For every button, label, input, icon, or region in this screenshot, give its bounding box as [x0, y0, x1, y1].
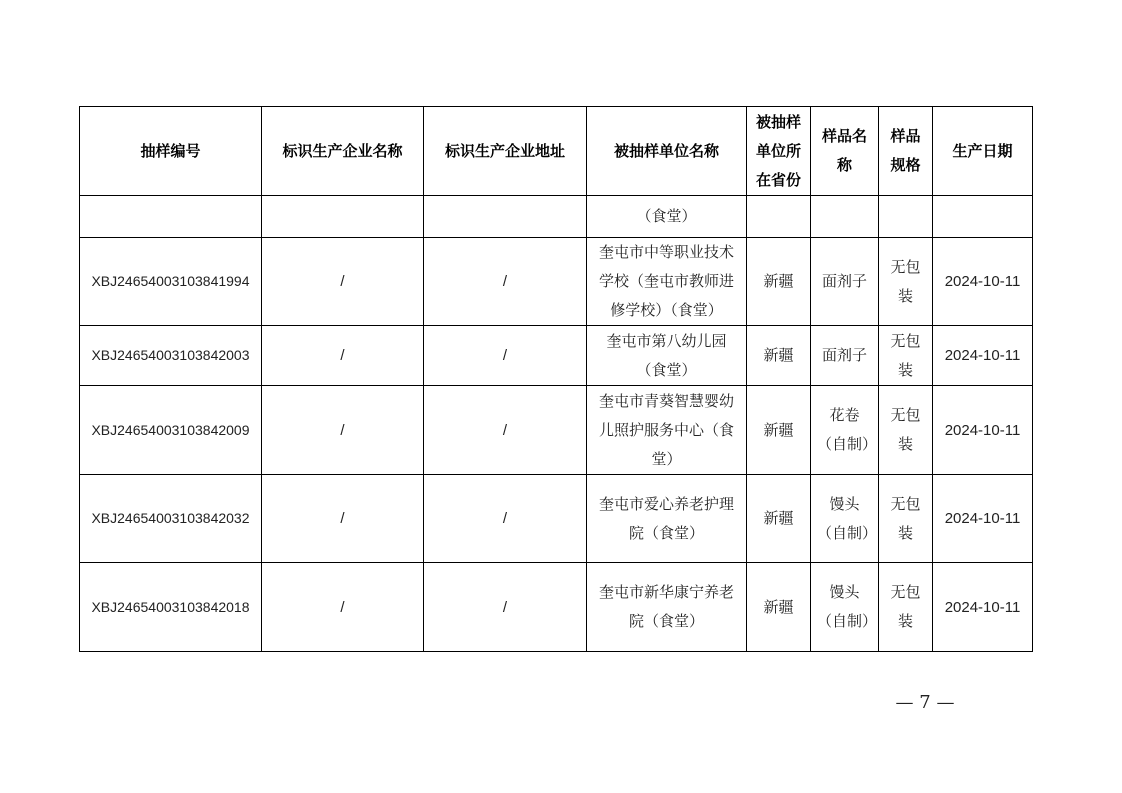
cell-sampled-unit: 奎屯市青葵智慧婴幼儿照护服务中心（食堂） [587, 386, 747, 475]
cell-manufacturer-name: / [262, 475, 424, 563]
header-sample-name: 样品名称 [811, 107, 879, 196]
cell-sample-id: XBJ24654003103842003 [80, 326, 262, 386]
cell-spec: 无包装 [879, 563, 933, 652]
cell-manufacturer-name: / [262, 386, 424, 475]
page-number: — 7 — [895, 692, 955, 713]
header-manufacturer-address: 标识生产企业地址 [424, 107, 587, 196]
cell-production-date: 2024-10-11 [933, 475, 1033, 563]
cell-province: 新疆 [747, 386, 811, 475]
table-row [80, 196, 1033, 238]
header-sample-id: 抽样编号 [80, 107, 262, 196]
table-row [80, 475, 1033, 563]
header-spec: 样品规格 [879, 107, 933, 196]
header-manufacturer-name: 标识生产企业名称 [262, 107, 424, 196]
cell-sampled-unit: 奎屯市第八幼儿园（食堂） [587, 326, 747, 386]
cell-sample-id: XBJ24654003103842018 [80, 563, 262, 652]
cell-production-date: 2024-10-11 [933, 238, 1033, 326]
cell-production-date: 2024-10-11 [933, 326, 1033, 386]
cell-sample-name: 面剂子 [811, 326, 879, 386]
table-row [80, 326, 1033, 386]
cell-province: 新疆 [747, 563, 811, 652]
header-sampled-unit: 被抽样单位名称 [587, 107, 747, 196]
cell-production-date: 2024-10-11 [933, 563, 1033, 652]
table-row [80, 238, 1033, 326]
table-row [80, 563, 1033, 652]
cell-sample-name: 花卷（自制） [811, 386, 879, 475]
cell-spec: 无包装 [879, 386, 933, 475]
cell-sample-id [80, 196, 262, 238]
cell-sample-name [811, 196, 879, 238]
cell-sampled-unit: 奎屯市爱心养老护理院（食堂） [587, 475, 747, 563]
cell-sampled-unit: 奎屯市中等职业技术学校（奎屯市教师进修学校）（食堂） [587, 238, 747, 326]
cell-sample-id: XBJ24654003103842032 [80, 475, 262, 563]
header-production-date: 生产日期 [933, 107, 1033, 196]
table-row [80, 386, 1033, 475]
cell-province: 新疆 [747, 238, 811, 326]
cell-spec: 无包装 [879, 475, 933, 563]
cell-production-date [933, 196, 1033, 238]
header-province: 被抽样单位所在省份 [747, 107, 811, 196]
cell-province: 新疆 [747, 326, 811, 386]
cell-manufacturer-address: / [424, 326, 587, 386]
cell-manufacturer-address [424, 196, 587, 238]
cell-sampled-unit: 奎屯市新华康宁养老院（食堂） [587, 563, 747, 652]
cell-sample-name: 馒头（自制） [811, 563, 879, 652]
cell-manufacturer-address: / [424, 475, 587, 563]
sampling-results-table [79, 106, 1033, 652]
cell-manufacturer-address: / [424, 563, 587, 652]
cell-manufacturer-name: / [262, 563, 424, 652]
cell-manufacturer-name: / [262, 326, 424, 386]
cell-manufacturer-name: / [262, 238, 424, 326]
cell-production-date: 2024-10-11 [933, 386, 1033, 475]
table-header-row [80, 107, 1033, 196]
cell-sample-id: XBJ24654003103842009 [80, 386, 262, 475]
cell-sample-name: 面剂子 [811, 238, 879, 326]
cell-sample-id: XBJ24654003103841994 [80, 238, 262, 326]
cell-province [747, 196, 811, 238]
cell-manufacturer-address: / [424, 386, 587, 475]
cell-province: 新疆 [747, 475, 811, 563]
cell-spec: 无包装 [879, 238, 933, 326]
cell-sample-name: 馒头（自制） [811, 475, 879, 563]
cell-manufacturer-address: / [424, 238, 587, 326]
cell-spec [879, 196, 933, 238]
cell-spec: 无包装 [879, 326, 933, 386]
cell-sampled-unit: （食堂） [587, 196, 747, 238]
cell-manufacturer-name [262, 196, 424, 238]
